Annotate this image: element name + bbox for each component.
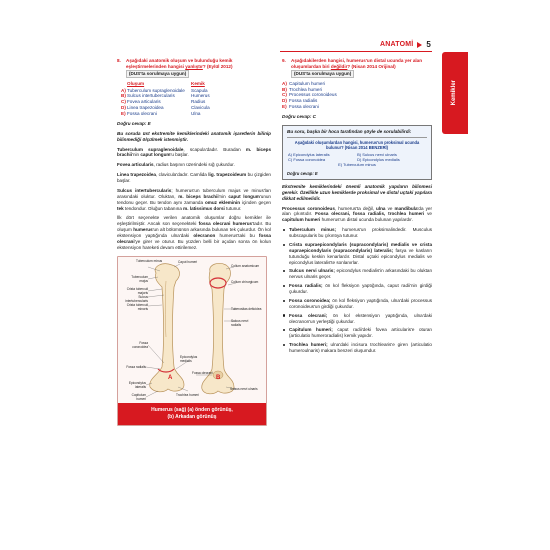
question-text [291,58,432,78]
option-structure: Fossa olecrani [127,111,157,116]
caption-line: Humerus (sağ) (a) önden görünüş, [151,407,233,414]
bullet-item [282,268,432,280]
col-head-bone: Kemik [191,80,205,86]
option-text: Processus coronoideus [289,92,337,98]
bullet-text: ulna'daki incisura trochlearis'e giren (articulatio humeroulnaris) makara benzeri oluşumdur. [289,342,432,354]
text: 'nin [132,152,141,158]
bullet-term: Capitulum humeri; [289,327,333,333]
triangle-arrow-icon [417,42,422,48]
bullet-term: Crista supraepicondylaris (supracondylaris) medialis ve crista supraepicondylaris (supracondylaris) lateralis; [289,241,432,253]
option-bone: Ulna [191,111,201,116]
question-number: 9. [282,58,286,63]
bullet-item [282,342,432,354]
bullet-item [282,298,432,310]
term: Sulcus intertubercularis [117,187,172,193]
question-text [126,58,271,78]
figure-label: Tuberculum majus [131,274,148,283]
dus-badge: (DUS'ta sorulmaya uygun) [291,70,354,78]
figure-label: Sulcus nervi ulnaris [230,386,258,391]
text: 'da yer alan çıkıntıdır. [282,205,432,217]
bullet-item [282,242,432,266]
question-source: ? (Eylül 2012) [202,63,233,69]
section-title: ANATOMİ [380,40,414,48]
options-table [121,81,210,117]
bullet-term: Tuberculum minus; [289,227,337,233]
text: 'unun tendonu geçer. Bu tendon aynı zamanda [117,193,271,205]
option-bone: Scapula [191,87,208,93]
figure-label: Sulcus nervi radialis [231,318,249,327]
figure-label: Caput humeri [178,259,198,264]
paragraph [117,147,271,159]
running-header [380,40,431,50]
figure-label: Fossa olecrani [192,370,213,375]
term: fossa olecrani humerus [198,221,253,227]
option-structure: Sulcus intertubercularis [127,93,175,99]
answer-line: Doğru cevap: C [282,114,316,119]
option-letter: C) [282,92,287,98]
figure-label: Fossa coronoidea [132,340,148,349]
text: İlk dört seçenekte verilen anatomik oluşumlar doğru kemikler ile eşleştirilmiştir. Ancak son seçenekteki [117,215,271,227]
paragraph [117,188,271,212]
option-letter: A) [121,87,126,93]
right-column [282,58,432,354]
option [282,104,432,110]
alt-box-title: Bu soru, başka bir hoca tarafından şöyle de sorulabilirdi: [287,129,427,138]
option-bone: Clavicula [191,105,210,111]
bullet-list [282,227,432,354]
bullet-term: Sulcus nervi ulnaris; [289,268,335,274]
left-column [117,58,271,426]
explanation-intro: Bu soruda üst ekstremite kemiklerindeki anatomik işaretlerin bilinip bilinmediği ölçülmek istenmiştir. [117,130,271,142]
answer-line: Doğru cevap: E [117,120,151,126]
question-text-part: Aşağıdakilerden hangisi, humerus'un distal ucunda yer alan oluşumlardan biri [291,58,423,69]
page-number: 5 [426,39,431,49]
bullet-item [282,327,432,339]
figure-label: Crista tuberculi majoris [126,286,148,295]
figure-label: Trochlea humeri [176,392,199,397]
figure-label: Crista tuberculi minoris [126,302,148,311]
term: m. latissimus dorsi [183,205,225,211]
caption-line: (b) Arkadan görünüş [167,413,217,420]
header-rule [280,51,432,52]
text: , clavicula'dadır. Camlida [155,172,209,178]
term: m. biceps brachii [117,146,271,158]
options-list [282,81,432,110]
figure-label: Collum anatomicum [231,263,260,268]
term: caput longum [140,152,171,158]
text: ; humerus'un tuberculum majus ve minus'ları arasındaki oluktur. Oluktan, [117,187,272,199]
option-letter: B) [282,86,287,92]
figure-caption [118,403,266,425]
figure-label: Fossa radialis [126,364,146,369]
bullet-item [282,313,432,325]
question-9 [282,58,432,78]
option-letter: E) [121,111,126,116]
option-letter: A) [282,80,287,86]
bullet-text: ön kol fleksiyon yaptığında, ulna'daki processus coronoideus'un girdiği çukurdur. [289,297,433,309]
figure-label: Sulcus intertubercularis [125,294,148,303]
term: m. biceps brachii [178,193,219,199]
text: 'ye girer ve oturur. Bu yüzden belli bir açıdan sonra ön kolun ekstensiyon hareketi devam ettirilemez. [117,238,271,250]
figure-label: Epicondylus lateralis [128,380,146,389]
bullet-text: ön kol ekstensiyon yaptığında, ulna'daki olecranon'un yerleştiği çukurdur. [289,312,433,324]
question-text-part: Aşağıdaki anatomik oluşum ve bulunduğu kemik eşleştirmelerinden hangisi [126,58,233,69]
option-letter: B) [121,93,126,99]
text: ve [424,211,432,217]
option-letter: D) [282,98,287,104]
text: humerus'un distal ucunda bulunan yapılardır. [320,217,413,223]
paragraph [117,172,271,184]
col-head-structure: Oluşum [127,80,145,86]
term: ulna [376,205,386,211]
figure-label: Tuberositas deltoidea [231,306,262,311]
bullet-text: humerus'un proksimalindedir. Musculus subscapularis bu çıkıntıya tutunur. [289,227,433,239]
bullet-text: fasya ve kasların tutunduğu keskin kenarlardır. Distal uçtaki epicondylus medialis ve epicondylus lateralis'te sonlanırlar. [289,247,432,265]
bullet-text: epicondylus medialis'in arkasındaki bu oluktan nervus ulnaris geçer. [289,268,433,280]
option-letter: C) [121,99,126,105]
bullet-term: Trochlea humeri; [289,342,328,348]
text: 'nin [218,193,229,199]
alt-option: A) Epicondylus lateralis [288,152,330,158]
text: 'u başlar. [170,152,189,158]
figure-mark-a: A [168,374,173,381]
option-structure: Tuberculum supraglenoidale [127,87,185,93]
bullet-text: caput radii'deki fovea articularis'e oturan (articulatio humeroradialis) kemik yapıdır. [289,327,432,339]
explanation-intro: Ekstremite kemiklerindeki önemli anatomik yapıların bilinmesi gerekir. Özellikle uzun kemiklerde proksimal ve distal uçtaki yapılara dikkat edilmelidir. [282,183,432,201]
question-emphasis: değildir [330,63,348,69]
figure-label: Epicondylus medialis [180,354,198,363]
option-letter: E) [282,104,287,110]
option-bone: Radius [191,99,206,105]
alt-option: D) Epicondylus medialis [357,157,400,163]
bullet-item [282,227,432,239]
bullet-term: Fossa radialis; [289,283,323,289]
option-row [121,111,210,117]
term: Fovea articularis [117,162,154,168]
text: , scapula'dadır. Buradan [183,146,246,152]
bullet-item [282,283,432,295]
text: tutunur. [224,205,242,211]
text: 'un alt bölümünün arkasında bulunan tek çukurdur. Ön kol ekstensiyon yaptığında ulna'daki [117,227,271,238]
term: mandibula [394,205,418,211]
alt-option: C) Fossa coronoidea [288,157,326,163]
dus-badge: (DUS'ta sorulmaya uygun) [126,70,189,78]
option-bone: Humerus [191,93,210,99]
term: humerus [133,227,153,233]
option-letter: D) [121,105,126,111]
term: lig. trapezoideum [208,172,247,178]
alt-option: B) Sulcus nervi ulnaris [357,152,397,158]
humerus-figure [117,256,267,426]
text: , radius başının üzerindeki sığ çukurdur. [153,162,235,168]
term: tek [117,205,124,211]
question-number: 8. [117,58,121,63]
alt-options [287,152,427,167]
alt-option: E) Tuberculum minus [338,162,376,168]
figure-mark-b: B [216,374,221,381]
term: Linea trapezoidea [117,172,156,178]
term: fossa olecrani [117,233,271,244]
figure-label: Tuberculum minus [136,258,163,263]
chapter-side-tab [442,52,468,134]
option-text: Capitulum humeri [289,80,325,86]
term: caput longum [228,193,260,199]
paragraph [282,206,432,224]
option-structure: Fovea articularis [127,99,161,105]
term: Processus coronoideus [282,205,335,211]
option-text: Trochlea humeri [289,86,323,92]
alt-answer: Doğru cevap: E [287,170,318,176]
bullet-term: Fossa coronoidea; [289,297,331,303]
text: tendondur. Oluğun tabanına [123,205,184,211]
text: 'tadır. Bu oluşum [117,221,272,233]
term: olecranon [193,233,216,238]
humerus-front-view [150,263,184,391]
text: , humerus'ta değil, [334,205,377,211]
paragraph [117,215,271,250]
term: capitulum humeri [282,217,321,223]
option-text: Fossa olecrani [289,104,319,110]
term: Fossa olecrani, fossa radialis, trochlea humeri [315,211,425,217]
text: ve [385,205,395,211]
option-structure: Linea trapezoidea [127,105,164,111]
alt-question-text: Aşağıdaki oluşumlardan hangisi, humerus'un proksimal ucunda bulunur? (Nisan 2014 BENZERİ) [294,139,420,150]
bullet-text: ön kol fleksiyon yaptığında, caput radii'nin girdiği çukurdur. [289,283,432,295]
option-text: Fossa radialis [289,98,318,104]
alt-question-box [282,125,432,180]
term: Tuberculum supraglenoidale [117,146,184,152]
term: omuz ekleminin [204,199,241,205]
paragraph [117,162,271,168]
text: humerus'taki bu [215,233,259,238]
side-tab-label: Kemikler [451,80,458,106]
question-8 [117,58,271,78]
question-emphasis: yanlıştır [185,63,203,69]
bullet-term: Fossa olecrani; [289,312,328,318]
figure-label: Capitulum humeri [131,392,146,401]
text: içinden geçen [240,199,271,205]
question-source: ? (Nisan 2014 Orijinal) [347,63,396,69]
figure-label: Collum chirurgicum [231,279,259,284]
text: bu çizgiden başlar. [117,172,271,183]
